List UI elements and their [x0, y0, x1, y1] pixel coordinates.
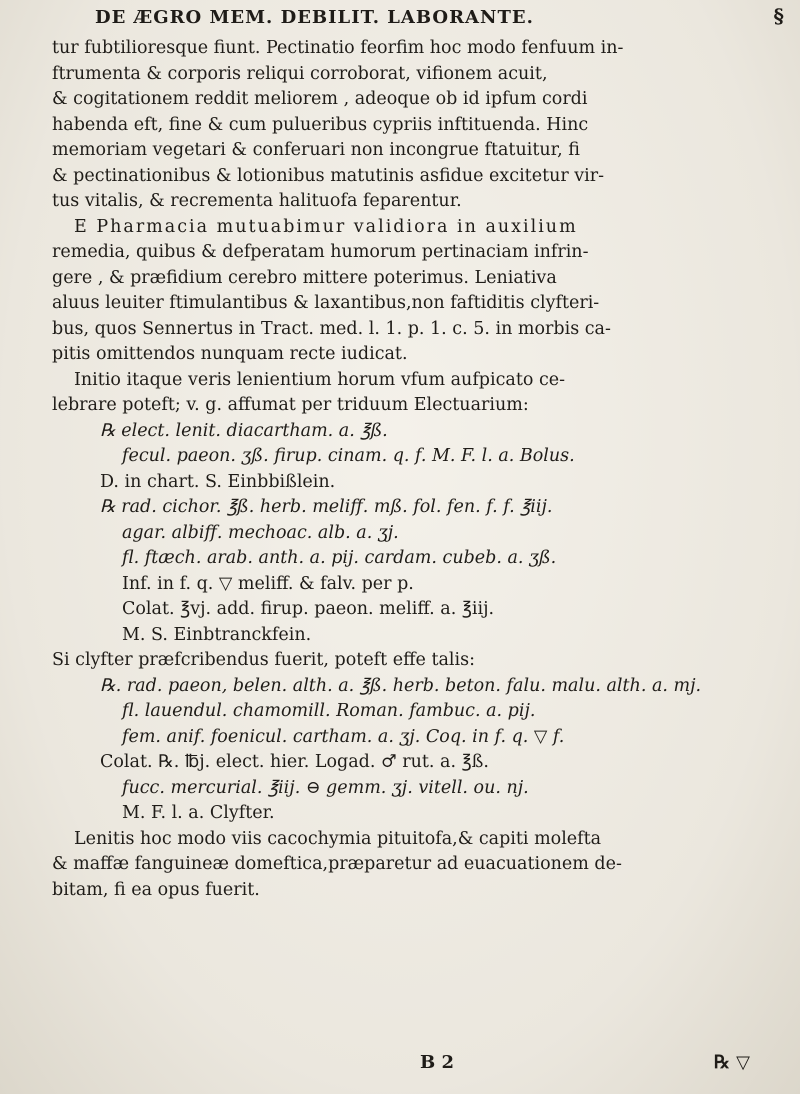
recipe-line: ℞. rad. paeon, belen. alth. a. ℥ß. herb. beton. falu. malu. alth. a. mj. [100, 675, 702, 696]
text-line: habenda eft, fine & cum pulueribus cypriis inftituenda. Hinc [52, 114, 589, 135]
signature-mark: B 2 [420, 1052, 455, 1073]
recipe-line: D. in chart. S. Einbbißlein. [100, 471, 336, 492]
recipe-line: ℞ rad. cichor. ℥ß. herb. meliff. mß. fol. fen. f. f. ℥iij. [100, 497, 553, 517]
recipe-line: fucc. mercurial. ℥iij. ⊖ gemm. ʒj. vitell. ou. nj. [122, 777, 529, 798]
recipe-line: ℞ elect. lenit. diacartham. a. ℥ß. [100, 420, 388, 441]
recipe-line: Inf. in f. q. ▽ meliff. & falv. per p. [122, 573, 414, 594]
text-line: memoriam vegetari & conferuari non incongrue ftatuitur, fi [52, 140, 580, 160]
recipe-line: Colat. ℞. ℔j. elect. hier. Logad. ♂ rut. a. ℥ß. [100, 752, 489, 772]
text-line: Lenitis hoc modo viis cacochymia pituitofa,& capiti molefta [74, 828, 602, 849]
recipe-line: Colat. ℥vj. add. firup. paeon. meliff. a. ℥iij. [122, 599, 495, 619]
section-mark: § [773, 4, 785, 28]
text-line: bus, quos Sennertus in Tract. med. l. 1. p. 1. c. 5. in morbis ca- [52, 318, 611, 339]
recipe-line: agar. albiff. mechoac. alb. a. ʒj. [122, 522, 399, 543]
text-line: & pectinationibus & lotionibus matutinis asfidue excitetur vir- [52, 165, 605, 186]
recipe-line: fl. ftæch. arab. anth. a. pij. cardam. cubeb. a. ʒß. [122, 548, 557, 568]
text-line: & maffæ fanguineæ domeftica,præparetur ad euacuationem de- [52, 854, 622, 874]
text-line: tur fubtilioresque fiunt. Pectinatio feorfim hoc modo fenfuum in- [52, 38, 624, 58]
running-title: DE ÆGRO MEM. DEBILIT. LABORANTE. [95, 7, 534, 28]
text-line: bitam, fi ea opus fuerit. [52, 879, 260, 900]
recipe-line: fl. lauendul. chamomill. Roman. fambuc. a. pij. [122, 701, 536, 721]
text-line: gere , & præfidium cerebro mittere poterimus. Leniativa [52, 267, 557, 288]
body-text [52, 36, 777, 903]
running-header [95, 4, 785, 28]
recipe-line: fecul. paeon. ʒß. firup. cinam. q. f. M. F. l. a. Bolus. [122, 446, 575, 466]
text-line: aluus leuiter ftimulantibus & laxantibus,non faftiditis clyfteri- [52, 293, 600, 313]
text-line-section-start: E Pharmacia mutuabimur validiora in auxilium [74, 216, 578, 237]
recipe-line: M. F. l. a. Clyfter. [122, 803, 275, 823]
text-line: lebrare poteft; v. g. affumat per triduum Electuarium: [52, 395, 529, 415]
text-line: Initio itaque veris lenientium horum vfum aufpicato ce- [74, 369, 566, 390]
text-line: Si clyfter præfcribendus fuerit, poteft effe talis: [52, 650, 475, 670]
text-line: remedia, quibus & defperatam humorum pertinaciam infrin- [52, 242, 589, 262]
page-footer [420, 1052, 750, 1073]
recipe-line: M. S. Einbtranckfein. [122, 624, 312, 645]
text-line: tus vitalis, & recrementa halituofa feparentur. [52, 191, 462, 211]
text-line: pitis omittendos nunquam recte iudicat. [52, 344, 408, 364]
recipe-line: fem. anif. foenicul. cartham. a. ʒj. Coq. in f. q. ▽ f. [122, 726, 565, 747]
text-line: ftrumenta & corporis reliqui corroborat, vifionem acuit, [52, 63, 548, 84]
catchword: ℞ ▽ [713, 1052, 750, 1073]
text-line: & cogitationem reddit meliorem , adeoque ob id ipfum cordi [52, 89, 588, 109]
